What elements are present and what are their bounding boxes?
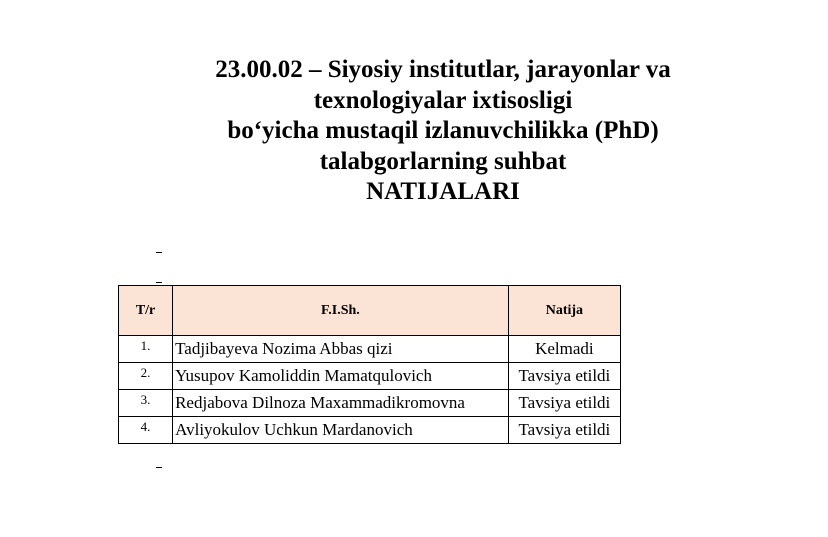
header-number: T/r [119,286,173,336]
document-title [160,55,726,208]
row-result: Tavsiya etildi [508,417,620,444]
row-number: 4. [119,417,173,444]
row-number: 2. [119,363,173,390]
row-full-name: Redjabova Dilnoza Maxammadikromovna [173,390,509,417]
row-full-name: Avliyokulov Uchkun Mardanovich [173,417,509,444]
empty-paragraph-mark [156,467,162,468]
title-line-4: talabgorlarning suhbat [319,147,567,175]
title-line-1: 23.00.02 – Siyosiy institutlar, jarayonlar va [215,56,671,83]
table-row [119,363,621,390]
table-row [119,390,621,417]
table-row [119,336,621,363]
empty-paragraph-mark [156,252,162,253]
title-line-5: NATIJALARI [366,178,520,205]
row-result: Tavsiya etildi [508,363,620,390]
row-number: 3. [119,390,173,417]
row-full-name: Tadjibayeva Nozima Abbas qizi [173,336,509,363]
header-full-name: F.I.Sh. [173,286,509,336]
row-result: Tavsiya etildi [508,390,620,417]
row-full-name: Yusupov Kamoliddin Mamatqulovich [173,363,509,390]
table-row [119,417,621,444]
title-line-2: texnologiyalar ixtisosligi [313,86,573,114]
title-line-3: bo‘yicha mustaqil izlanuvchilikka (PhD) [227,117,659,144]
row-number: 1. [119,336,173,363]
row-result: Kelmadi [508,336,620,363]
results-table [118,285,621,444]
empty-paragraph-mark [156,282,162,283]
table-header-row [119,286,621,336]
header-result: Natija [508,286,620,336]
